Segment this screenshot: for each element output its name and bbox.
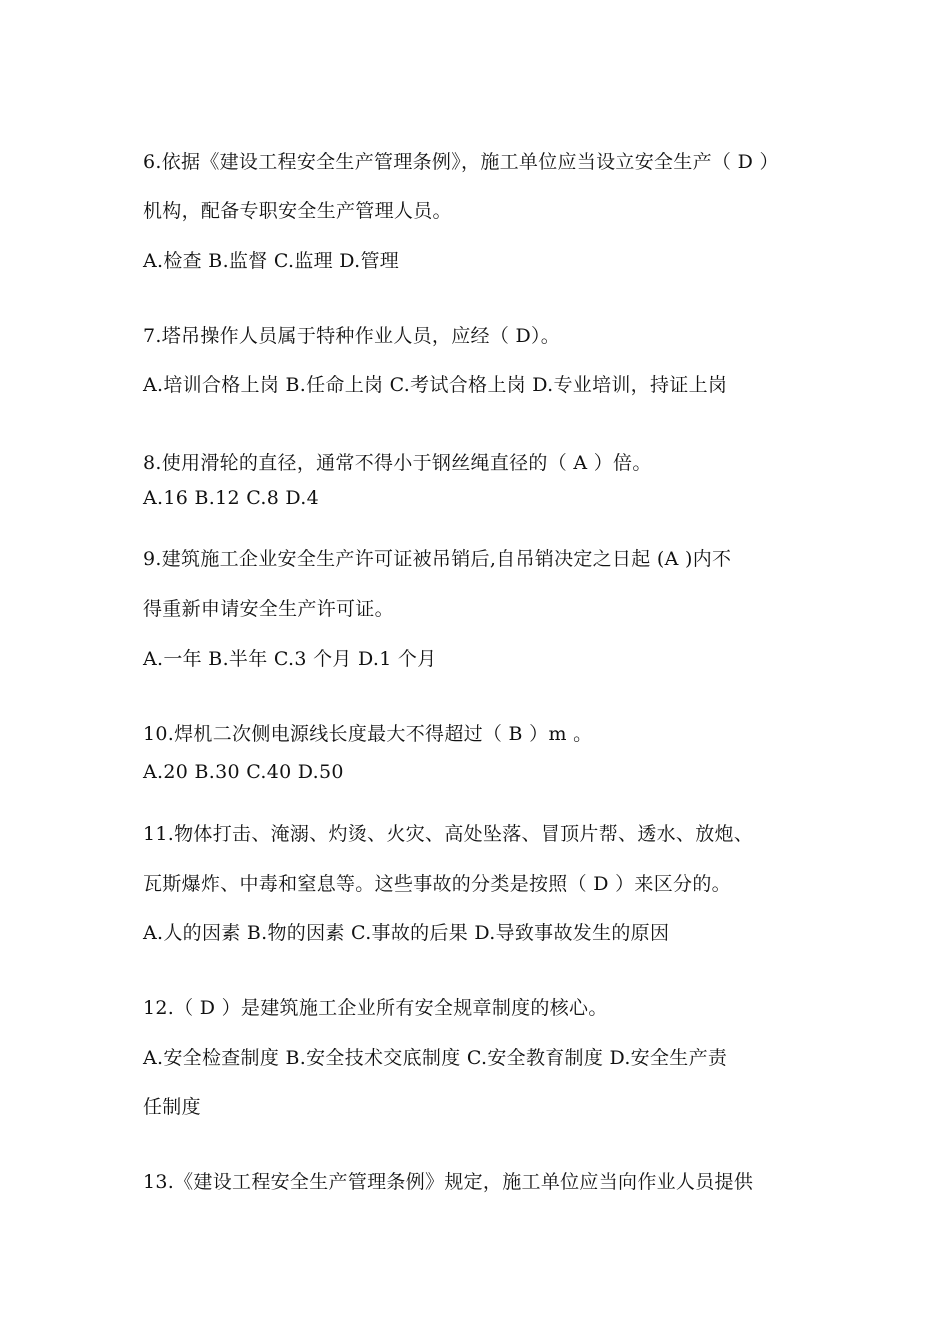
question-12-options-line-1: A.安全检查制度 B.安全技术交底制度 C.安全教育制度 D.安全生产责 xyxy=(143,1047,728,1069)
question-6-line-1: 6.依据《建设工程安全生产管理条例》，施工单位应当设立安全生产（ D ） xyxy=(143,151,779,173)
question-12-line-1: 12.（ D ）是建筑施工企业所有安全规章制度的核心。 xyxy=(143,997,608,1019)
question-8-options: A.16 B.12 C.8 D.4 xyxy=(143,487,320,509)
question-11-options: A.人的因素 B.物的因素 C.事故的后果 D.导致事故发生的原因 xyxy=(143,922,670,944)
question-9-options: A.一年 B.半年 C.3 个月 D.1 个月 xyxy=(143,648,437,670)
question-7-line-1: 7.塔吊操作人员属于特种作业人员，应经（ D）。 xyxy=(143,325,561,347)
question-12-options-line-2: 任制度 xyxy=(143,1096,201,1118)
question-10-line-1: 10.焊机二次侧电源线长度最大不得超过（ B ）m 。 xyxy=(143,723,593,745)
question-6-line-2: 机构，配备专职安全生产管理人员。 xyxy=(143,200,452,222)
question-9-line-1: 9.建筑施工企业安全生产许可证被吊销后,自吊销决定之日起 (A )内不 xyxy=(143,548,732,570)
question-11-line-1: 11.物体打击、淹溺、灼烫、火灾、高处坠落、冒顶片帮、透水、放炮、 xyxy=(143,823,754,845)
question-10-options: A.20 B.30 C.40 D.50 xyxy=(143,761,344,783)
question-7-options: A.培训合格上岗 B.任命上岗 C.考试合格上岗 D.专业培训，持证上岗 xyxy=(143,374,728,396)
question-6-options: A.检查 B.监督 C.监理 D.管理 xyxy=(143,250,400,272)
question-11-line-2: 瓦斯爆炸、中毒和窒息等。这些事故的分类是按照（ D ）来区分的。 xyxy=(143,873,731,895)
question-13-line-1: 13.《建设工程安全生产管理条例》规定，施工单位应当向作业人员提供 xyxy=(143,1171,754,1193)
question-9-line-2: 得重新申请安全生产许可证。 xyxy=(143,598,394,620)
question-8-line-1: 8.使用滑轮的直径，通常不得小于钢丝绳直径的（ A ）倍。 xyxy=(143,452,652,474)
